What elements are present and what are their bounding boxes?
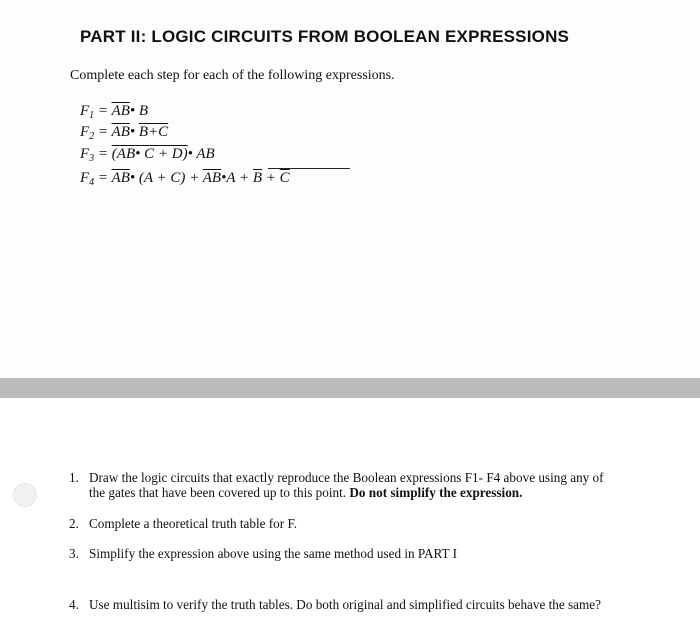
expression-f2: $F_2$ = $\overline{AB}•$ B+C [80, 124, 169, 142]
page-title: PART II: LOGIC CIRCUITS FROM BOOLEAN EXPRESSIONS [80, 27, 570, 46]
expression-f1: $F_1$ = $\overline{AB}•$ B [80, 103, 149, 121]
step-1: 1. Draw the logic circuits that exactly reproduce the Boolean expressions F1- F4 above using any of the gates that have been covered up to this point. Do not simplify the expression. [69, 470, 604, 500]
step-2: 2. Complete a theoretical truth table for F. [69, 516, 298, 531]
f4-term-ab: $\overline{AB}$ [111, 170, 130, 186]
f1-term-ab: $\overline{AB}$ [111, 103, 130, 119]
f4-term-b-bar: $\overline{B}$ [252, 170, 263, 186]
f2-term-b-plus-c: B+C [138, 124, 169, 140]
expression-f3: $F_3$ = (AB• C + D)• AB [80, 146, 215, 164]
step-4: 4. Use multisim to verify the truth tables. Do both original and simplified circuits behave the same? [69, 597, 601, 612]
hole-punch-mark [13, 483, 37, 507]
step-3: 3. Simplify the expression above using the same method used in PART I [69, 546, 458, 561]
f1-term-b: B [138, 103, 149, 119]
f3-group: (AB• C + D) [111, 146, 188, 162]
intro-text: Complete each step for each of the following expressions. [70, 68, 395, 83]
f4-term-c-bar: $\overline{C}$ [279, 170, 290, 186]
f2-term-ab: $\overline{AB}$ [111, 124, 130, 140]
page-divider [0, 378, 700, 398]
f3-term-ab: AB [196, 146, 215, 162]
expression-f4: $F_4$ = $\overline{AB}•$ $(A + C) + \overline{AB}•A + \overline{B} + \overline{C}$ [80, 170, 290, 188]
f4-outer-overbar [268, 168, 350, 169]
f4-term-ab-2: $\overline{AB}$ [202, 170, 222, 186]
